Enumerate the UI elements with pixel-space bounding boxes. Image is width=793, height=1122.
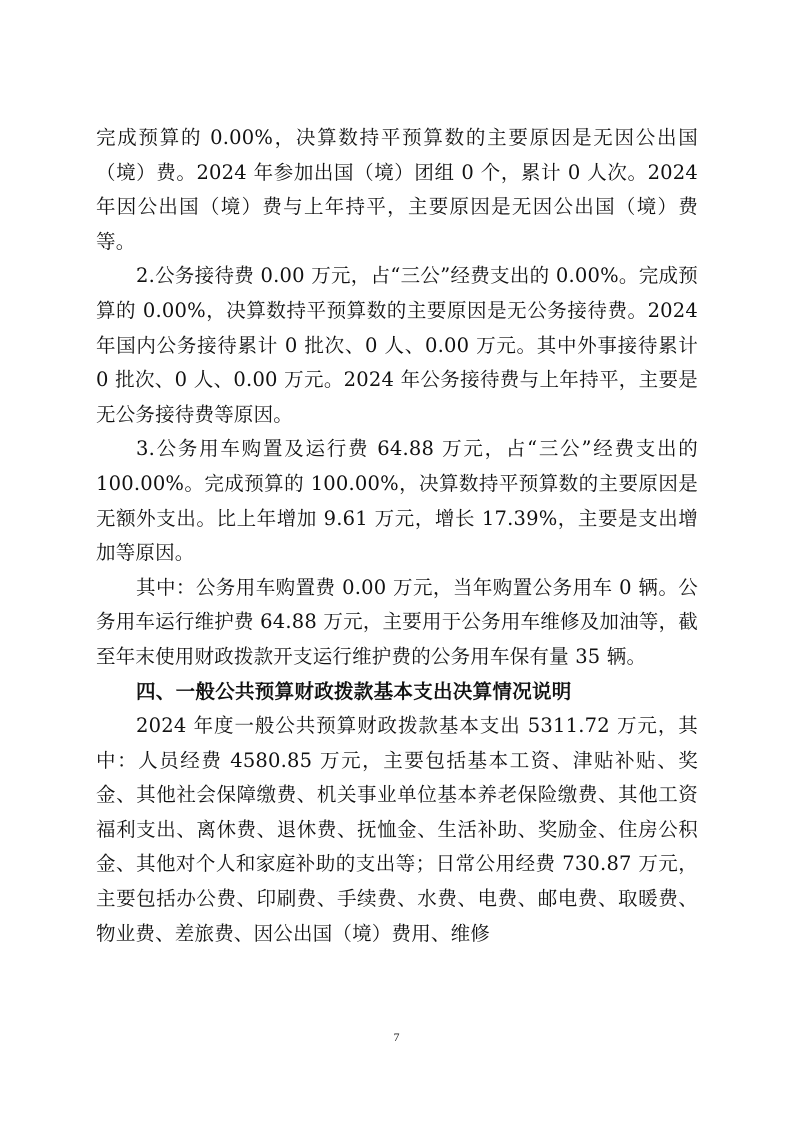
paragraph-reception-expense: 2.公务接待费 0.00 万元，占“三公”经费支出的 0.00%。完成预算的 0.00%，决算数持平预算数的主要原因是无公务接待费。2024 年国内公务接待累计 0 批次、0 人、0.00 万元。其中外事接待累计 0 批次、0 人、0.00 万元。2024 年公务接待费与上年持平，主要是无公务接待费等原因。	[96, 264, 698, 426]
paragraph-basic-expenditure: 2024 年度一般公共预算财政拨款基本支出 5311.72 万元，其中：人员经费 4580.85 万元，主要包括基本工资、津贴补贴、奖金、其他社会保障缴费、机关事业单位基本养老保险缴费、其他工资福利支出、离休费、退休费、抚恤金、生活补助、奖励金、住房公积金、其他对个人和家庭补助的支出等；日常公用经费 730.87 万元，主要包括办公费、印刷费、手续费、水费、电费、邮电费、取暖费、物业费、差旅费、因公出国（境）费用、维修	[96, 714, 698, 945]
paragraph-overseas-travel: 完成预算的 0.00%，决算数持平预算数的主要原因是无因公出国（境）费。2024 年参加出国（境）团组 0 个，累计 0 人次。2024 年因公出国（境）费与上年持平，主要原因是无因公出国（境）费等。	[96, 126, 698, 253]
page-number: 7	[393, 1030, 400, 1044]
document-body	[96, 121, 698, 951]
section-heading: 四、一般公共预算财政拨款基本支出决算情况说明	[136, 679, 572, 703]
paragraph-vehicle-detail: 其中：公务用车购置费 0.00 万元，当年购置公务用车 0 辆。公务用车运行维护费 64.88 万元，主要用于公务用车维修及加油等，截至年末使用财政拨款开支运行维护费的公务用车保有量 35 辆。	[96, 575, 698, 668]
paragraph-vehicle-expense: 3.公务用车购置及运行费 64.88 万元，占“三公”经费支出的 100.00%。完成预算的 100.00%，决算数持平预算数的主要原因是无额外支出。比上年增加 9.61 万元，增长 17.39%，主要是支出增加等原因。	[96, 437, 698, 565]
